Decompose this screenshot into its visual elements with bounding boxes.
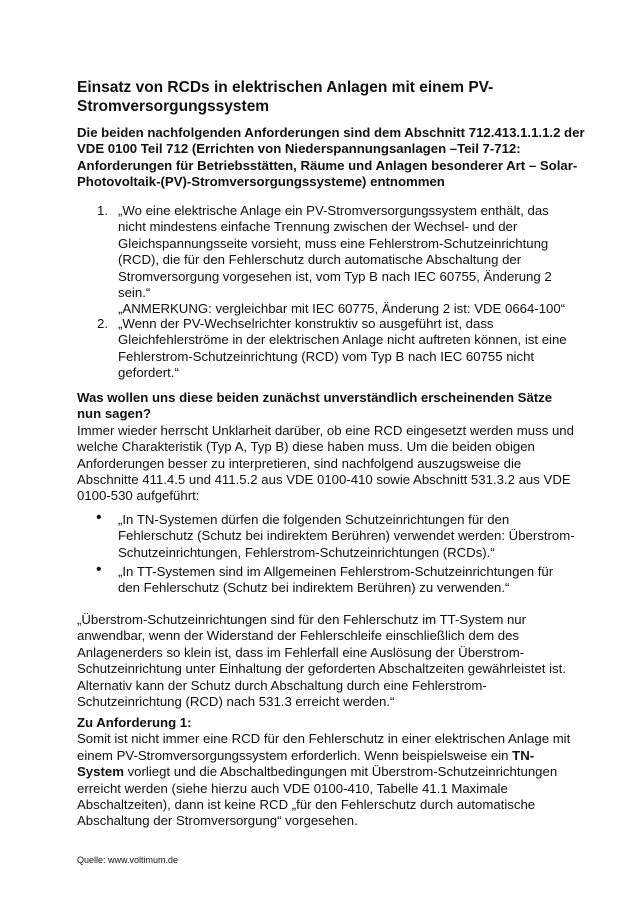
body-text-b: vorliegt und die Abschaltbedingungen mit Überstrom-Schutzeinrichtungen erreicht werden (siehe hierzu auch VDE 0100-410, Tabelle 41.1 Maximale Abschaltzeiten), dann ist keine RCD „für den Fehlerschutz durch automatische Abschaltung der Stromversorgung“ vorgesehen. [77,764,558,829]
body-text-a: Somit ist nicht immer eine RCD für den Fehlerschutz in einer elektrischen Anlage mit einem PV-Stromversorgungssystem erforderlich. Wenn beispielsweise ein [77,731,571,763]
bullet-icon: • [96,509,102,526]
source-footer: Quelle: www.voltimum.de [77,855,179,865]
bullet-text: „In TT-Systemen sind im Allgemeinen Fehlerstrom-Schutzeinrichtungen für den Fehlerschutz (Schutz bei indirektem Berühren) zu verwenden.“ [118,564,554,596]
list-number: 1. [97,203,108,218]
tn-system-emphasis: TN-System [77,747,535,780]
quote-paragraph: „Überstrom-Schutzeinrichtungen sind für den Fehlerschutz im TT-System nur anwendbar, wenn der Widerstand der Fehlerschleife einschließlich dem des Anlagenerders so klein ist, dass im Fehlerfall eine Auslösung der Überstrom-Schutzeinrichtung unter Einhaltung der geforderten Abschaltzeiten gewährleistet ist. Alternativ kann der Schutz durch Abschaltung durch eine Fehlerstrom-Schutzeinrichtung (RCD) nach 531.3 erreicht werden.“ [77,612,566,710]
bullet-text: „In TN-Systemen dürfen die folgenden Schutzeinrichtungen für den Fehlerschutz (Schutz bei indirektem Berühren) verwendet werden: Überstrom-Schutzeinrichtungen, Fehlerstrom-Schutzeinrichtungen (RCDs).“ [118,512,575,560]
bullet-icon: • [96,561,102,578]
list-number: 2. [97,316,108,331]
list-item-text [118,203,578,318]
question-heading: Was wollen uns diese beiden zunächst unverständlich erscheinenden Sätze nun sagen? [77,390,553,422]
intro-paragraph: Die beiden nachfolgenden Anforderungen sind dem Abschnitt 712.413.1.1.1.2 der VDE 0100 Teil 712 (Errichten von Niederspannungsanlagen –Teil 7-712: Anforderungen für Betriebsstätten, Räume und Anlagen besonderer Art – Solar-Photovoltaik-(PV)-Stromversorgungssysteme) entnommen [77,125,585,190]
requirement-text: „Wenn der PV-Wechselrichter konstruktiv so ausgeführt ist, dass Gleichfehlerströme in der elektrischen Anlage nicht auftreten können, ist eine Fehlerstrom-Schutzeinrichtung (RCD) vom Typ B nach IEC 60755 nicht gefordert.“ [118,316,567,381]
requirement-note: „ANMERKUNG: vergleichbar mit IEC 60775, Änderung 2 ist: VDE 0664-100“ [118,301,566,317]
requirement-1-body [77,731,577,829]
question-section [77,390,577,505]
requirement-text: „Wo eine elektrische Anlage ein PV-Stromversorgungssystem enthält, das nicht mindestens einfache Trennung zwischen der Wechsel- und der Gleichspannungsseite vorsieht, muss eine Fehlerstrom-Schutzeinrichtung (RCD), die für den Fehlerschutz durch automatische Abschaltung der Stromversorgung vorgesehen ist, vom Typ B nach IEC 60755, Änderung 2 sein.“ [118,203,552,301]
question-body: Immer wieder herrscht Unklarheit darüber, ob eine RCD eingesetzt werden muss und welche Charakteristik (Typ A, Typ B) diese haben muss. Um die beiden obigen Anforderungen besser zu interpretieren, sind nachfolgend auszugsweise die Abschnitte 411.4.5 und 411.5.2 aus VDE 0100-410 sowie Abschnitt 531.3.2 aus VDE 0100-530 aufgeführt: [77,422,574,504]
requirement-1-heading: Zu Anforderung 1: [77,715,192,730]
document-title: Einsatz von RCDs in elektrischen Anlagen mit einem PV-Stromversorgungssystem [77,79,494,115]
requirement-1-section [77,715,577,830]
